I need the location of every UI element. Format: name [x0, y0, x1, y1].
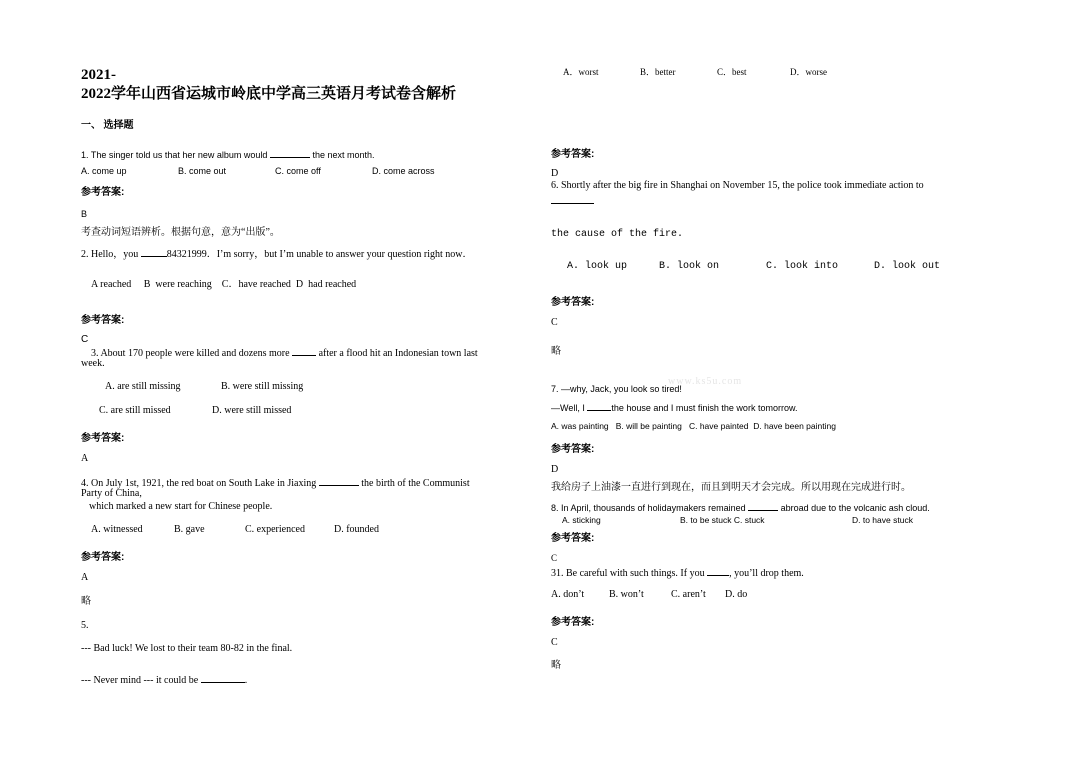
q3-option-c: C. are still missed [99, 405, 171, 416]
q7-note: 我给房子上油漆一直进行到现在，而且到明天才会完成。所以用现在完成进行时。 [551, 482, 911, 493]
q2-stem-b: 84321999．I’m sorry，but I’m unable to answer your question right now． [166, 249, 473, 260]
q3-answer: A [81, 453, 89, 464]
q7-line2 [551, 402, 797, 414]
q1-note: 考查动词短语辨析。根据句意，意为“出版”。 [81, 227, 280, 238]
q4-option-c: C. experienced [245, 524, 305, 535]
q6-option-a: A. look up [567, 261, 628, 272]
q6-note: 略 [551, 346, 561, 357]
q4-stem-a: 4. On July 1st, 1921, the red boat on South Lake in Jiaxing [81, 478, 317, 489]
q8-answer: C [551, 553, 558, 563]
q7-answer: D [551, 464, 559, 475]
q8-option-b: B. to be stuck C. stuck [680, 515, 765, 525]
q31-option-b: B. won’t [609, 589, 644, 600]
q2-options: A reached B were reaching C．have reached D had reached [91, 279, 357, 290]
q6-answer: C [551, 317, 558, 328]
q31-stem [551, 566, 804, 580]
q3-option-b: B. were still missing [221, 381, 304, 392]
q3-stem-b: after a flood hit an Indonesian town last [318, 348, 478, 359]
q8-option-a: A. sticking [562, 515, 601, 525]
q4-blank [319, 476, 359, 486]
q6-stem-cont: the cause of the fire. [551, 229, 684, 240]
q6-blank [551, 203, 594, 204]
q1-stem-b: the next month. [312, 150, 375, 160]
q3-stem-cont: week. [81, 358, 105, 369]
q2-answer: C [81, 334, 89, 345]
q1-option-a: A. come up [81, 166, 127, 176]
q7-line2-a: —Well, I [551, 403, 585, 413]
q31-option-d: D. do [725, 589, 748, 600]
q31-option-c: C. aren’t [671, 589, 706, 600]
q3-blank [292, 346, 316, 356]
q5-answer-label: 参考答案: [551, 149, 595, 160]
q6-stem: 6. Shortly after the big fire in Shanghai on November 15, the police took immediate action to [551, 180, 924, 191]
q4-option-d: D. founded [334, 524, 379, 535]
q1-answer: B [81, 209, 88, 219]
q1-answer-label: 参考答案: [81, 187, 125, 198]
q3-stem-a: 3. About 170 people were killed and dozens more [91, 348, 290, 359]
q4-option-b: B. gave [174, 524, 205, 535]
q6-option-c: C. look into [766, 261, 839, 272]
q1-option-c: C. come off [275, 166, 321, 176]
q5-option-d: D．worse [790, 67, 827, 77]
q31-option-a: A. don’t [551, 589, 585, 600]
q31-blank [707, 566, 729, 576]
q5-blank [201, 673, 245, 683]
q4-answer-label: 参考答案: [81, 552, 125, 563]
q2-stem [81, 247, 473, 261]
watermark: www.ks5u.com [668, 376, 743, 387]
q1-stem-a: 1. The singer told us that her new album would [81, 150, 268, 160]
q5-line2-a: --- Never mind --- it could be [81, 675, 199, 686]
q31-answer: C [551, 637, 558, 648]
q31-stem-b: , you’ll drop them. [729, 568, 804, 579]
q1-option-d: D. come across [372, 166, 435, 176]
q1-blank [270, 148, 310, 158]
q7-answer-label: 参考答案: [551, 444, 595, 455]
q1-stem [81, 148, 375, 161]
q4-note: 略 [81, 596, 91, 607]
section-heading: 一、 选择题 [81, 120, 134, 131]
q7-options: A. was painting B. will be painting C. have painted D. have been painting [551, 421, 836, 431]
q5-line2 [81, 673, 247, 687]
q4-stem-b: the birth of the Communist [361, 478, 470, 489]
q7-line1: 7. —why, Jack, you look so tired! [551, 384, 682, 394]
q31-answer-label: 参考答案: [551, 617, 595, 628]
q5-answer: D [551, 168, 559, 179]
q5-option-a: A．worst [563, 67, 599, 77]
q5-line2-b: . [244, 675, 248, 686]
q5-option-b: B．better [640, 67, 676, 77]
q31-note: 略 [551, 660, 561, 671]
q8-blank [748, 502, 778, 511]
doc-title-line2: 2022学年山西省运城市岭底中学高三英语月考试卷含解析 [81, 86, 457, 102]
q5-option-c: C．best [717, 67, 747, 77]
q3-option-a: A. are still missing [105, 381, 181, 392]
q4-stem-cont: Party of China, [81, 488, 142, 499]
q5-line1: --- Bad luck! We lost to their team 80-82 in the final. [81, 643, 293, 654]
q8-option-d: D. to have stuck [852, 515, 913, 525]
q7-line2-b: the house and I must finish the work tomorrow. [611, 403, 798, 413]
doc-title-line1: 2021- [81, 67, 116, 83]
q6-option-d: D. look out [874, 261, 941, 272]
q4-stem-cont2: which marked a new start for Chinese people. [89, 501, 273, 512]
q3-stem [91, 346, 478, 360]
q4-answer: A [81, 572, 89, 583]
q8-stem-b: abroad due to the volcanic ash cloud. [780, 503, 930, 513]
q6-option-b: B. look on [659, 261, 720, 272]
q31-stem-a: 31. Be careful with such things. If you [551, 568, 705, 579]
q7-blank [587, 402, 611, 411]
q3-answer-label: 参考答案: [81, 433, 125, 444]
q1-option-b: B. come out [178, 166, 227, 176]
q5-number: 5. [81, 620, 89, 631]
q2-answer-label: 参考答案: [81, 315, 125, 326]
q2-blank [141, 247, 167, 257]
q8-stem-a: 8. In April, thousands of holidaymakers remained [551, 503, 746, 513]
q8-stem [551, 502, 930, 514]
q3-option-d: D. were still missed [212, 405, 292, 416]
q4-option-a: A. witnessed [91, 524, 143, 535]
q6-answer-label: 参考答案: [551, 297, 595, 308]
q8-answer-label: 参考答案: [551, 533, 595, 544]
q2-stem-a: 2. Hello，you [81, 249, 139, 260]
